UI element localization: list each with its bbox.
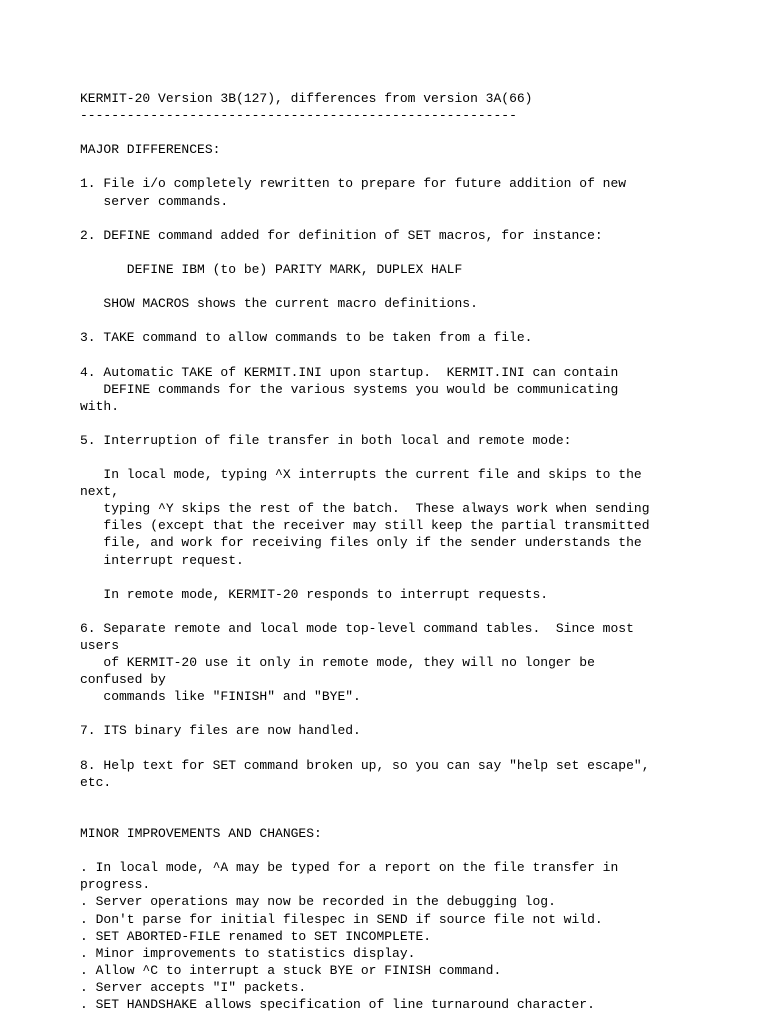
document-line: interrupt request. — [80, 552, 244, 568]
document-line — [80, 124, 760, 141]
document-line: commands like "FINISH" and "BYE". — [80, 689, 361, 705]
document-line: . Minor improvements to statistics display. — [80, 945, 416, 961]
document-line: MINOR IMPROVEMENTS AND CHANGES: — [80, 826, 322, 842]
document-line: -------------------------------------------------------- — [80, 108, 517, 124]
document-line: DEFINE IBM (to be) PARITY MARK, DUPLEX HALF — [80, 261, 463, 277]
document-line: 6. Separate remote and local mode top-level command tables. Since most — [80, 620, 634, 636]
document-line — [80, 791, 760, 808]
document-line: etc. — [80, 774, 112, 790]
document-line: 7. ITS binary files are now handled. — [80, 723, 361, 739]
document-line: . Allow ^C to interrupt a stuck BYE or FINISH command. — [80, 962, 502, 978]
document-line: next, — [80, 484, 120, 500]
document-line — [80, 740, 760, 757]
document-line: typing ^Y skips the rest of the batch. These always work when sending — [80, 501, 650, 517]
document-line: confused by — [80, 672, 166, 688]
document-text — [80, 90, 760, 1013]
document-line: 2. DEFINE command added for definition of SET macros, for instance: — [80, 227, 603, 243]
document-line: . SET HANDSHAKE allows specification of line turnaround character. — [80, 996, 595, 1012]
document-line: In local mode, typing ^X interrupts the current file and skips to the — [80, 467, 642, 483]
document-line: files (except that the receiver may still keep the partial transmitted — [80, 518, 650, 534]
document-line: SHOW MACROS shows the current macro definitions. — [80, 296, 478, 312]
document-line: MAJOR DIFFERENCES: — [80, 142, 221, 158]
document-line — [80, 808, 760, 825]
document-line: DEFINE commands for the various systems you would be communicating — [80, 381, 619, 397]
document-line — [80, 346, 760, 363]
document-line: users — [80, 638, 120, 653]
document-line: 3. TAKE command to allow commands to be taken from a file. — [80, 330, 533, 346]
document-line: progress. — [80, 877, 151, 893]
document-title: KERMIT-20 Version 3B(127), differences from version 3A(66) — [80, 91, 533, 106]
document-line: of KERMIT-20 use it only in remote mode, they will no longer be — [80, 655, 595, 671]
document-line: . SET ABORTED-FILE renamed to SET INCOMPLETE. — [80, 928, 432, 944]
document-line: 4. Automatic TAKE of KERMIT.INI upon startup. KERMIT.INI can contain — [80, 364, 619, 380]
document-line: 5. Interruption of file transfer in both local and remote mode: — [80, 432, 572, 448]
document-line: . Server operations may now be recorded in the debugging log. — [80, 894, 556, 910]
document-line — [80, 449, 760, 466]
document-line — [80, 158, 760, 175]
document-line: . Server accepts "I" packets. — [80, 979, 307, 995]
document-line — [80, 705, 760, 722]
document-line: In remote mode, KERMIT-20 responds to interrupt requests. — [80, 586, 549, 602]
document-line — [80, 312, 760, 329]
document-line: with. — [80, 398, 120, 414]
document-line: . In local mode, ^A may be typed for a report on the file transfer in — [80, 860, 619, 876]
document-line: 8. Help text for SET command broken up, so you can say "help set escape", — [80, 757, 650, 773]
document-line — [80, 842, 760, 859]
document-line — [80, 603, 760, 620]
document-line: . Don't parse for initial filespec in SEND if source file not wild. — [80, 911, 603, 927]
document-line: server commands. — [80, 193, 229, 209]
document-line — [80, 415, 760, 432]
document-line — [80, 244, 760, 261]
document-line: 1. File i/o completely rewritten to prepare for future addition of new — [80, 176, 627, 192]
document-line — [80, 569, 760, 586]
document-line: file, and work for receiving files only if the sender understands the — [80, 535, 642, 551]
document-line — [80, 278, 760, 295]
document-line — [80, 210, 760, 227]
